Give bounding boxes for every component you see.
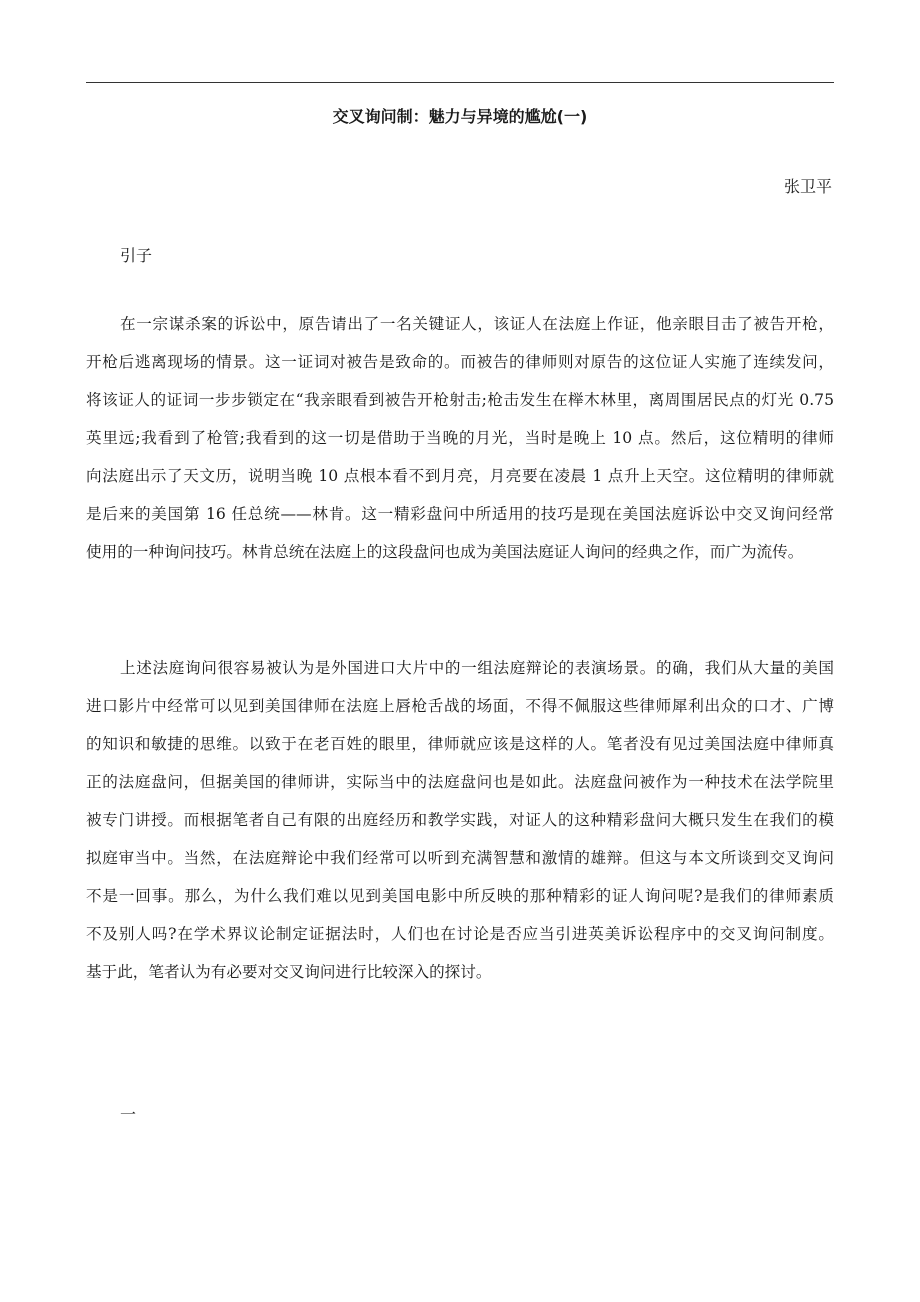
- paragraph-line: 的知识和敏捷的思维。以致于在老百姓的眼里，律师就应该是这样的人。笔者没有见过美国法庭中律师真: [86, 735, 834, 753]
- paragraph-2: [86, 656, 834, 998]
- paragraph-line: 正的法庭盘问，但据美国的律师讲，实际当中的法庭盘问也是如此。法庭盘问被作为一种技术在法学院里: [86, 773, 834, 791]
- paragraph-line: 进口影片中经常可以见到美国律师在法庭上唇枪舌战的场面，不得不佩服这些律师犀利出众的口才、广博: [86, 697, 834, 715]
- paragraph-line: 开枪后逃离现场的情景。这一证词对被告是致命的。而被告的律师则对原告的这位证人实施了连续发问，: [86, 353, 834, 371]
- paragraph-line: 不及别人吗?在学术界议论制定证据法时，人们也在讨论是否应当引进英美诉讼程序中的交叉询问制度。: [86, 925, 834, 943]
- author-name: 张卫平: [783, 177, 832, 196]
- paragraph-line: 基于此，笔者认为有必要对交叉询问进行比较深入的探讨。: [86, 963, 492, 981]
- header-rule: [86, 82, 834, 83]
- paragraph-line: 不是一回事。那么，为什么我们难以见到美国电影中所反映的那种精彩的证人询问呢?是我们的律师素质: [86, 887, 834, 905]
- paragraph-line: 在一宗谋杀案的诉讼中，原告请出了一名关键证人，该证人在法庭上作证，他亲眼目击了被告开枪，: [120, 315, 834, 333]
- paragraph-line: 向法庭出示了天文历，说明当晚 10 点根本看不到月亮，月亮要在凌晨 1 点升上天空。这位精明的律师就: [86, 467, 834, 485]
- paragraph-line: 是后来的美国第 16 任总统——林肯。这一精彩盘问中所适用的技巧是现在美国法庭诉讼中交叉询问经常: [86, 505, 834, 523]
- paragraph-line: 上述法庭询问很容易被认为是外国进口大片中的一组法庭辩论的表演场景。的确，我们从大量的美国: [120, 659, 834, 677]
- document-title: 交叉询问制：魅力与异境的尴尬(一): [332, 107, 588, 126]
- paragraph-line: 英里远;我看到了枪管;我看到的这一切是借助于当晚的月光，当时是晚上 10 点。然后，这位精明的律师: [86, 429, 834, 447]
- paragraph-line: 使用的一种询问技巧。林肯总统在法庭上的这段盘问也成为美国法庭证人询问的经典之作，而广为流传。: [86, 543, 804, 561]
- section-heading-intro: 引子: [120, 246, 153, 265]
- paragraph-1: [86, 312, 834, 578]
- paragraph-line: 将该证人的证词一步步锁定在“我亲眼看到被告开枪射击;枪击发生在榉木林里，离周围居民点的灯光 0.75: [86, 391, 834, 409]
- paragraph-line: 被专门讲授。而根据笔者自己有限的出庭经历和教学实践，对证人的这种精彩盘问大概只发生在我们的模: [86, 811, 834, 829]
- section-heading-one: 一: [120, 1105, 137, 1124]
- paragraph-line: 拟庭审当中。当然，在法庭辩论中我们经常可以听到充满智慧和激情的雄辩。但这与本文所谈到交叉询问: [86, 849, 834, 867]
